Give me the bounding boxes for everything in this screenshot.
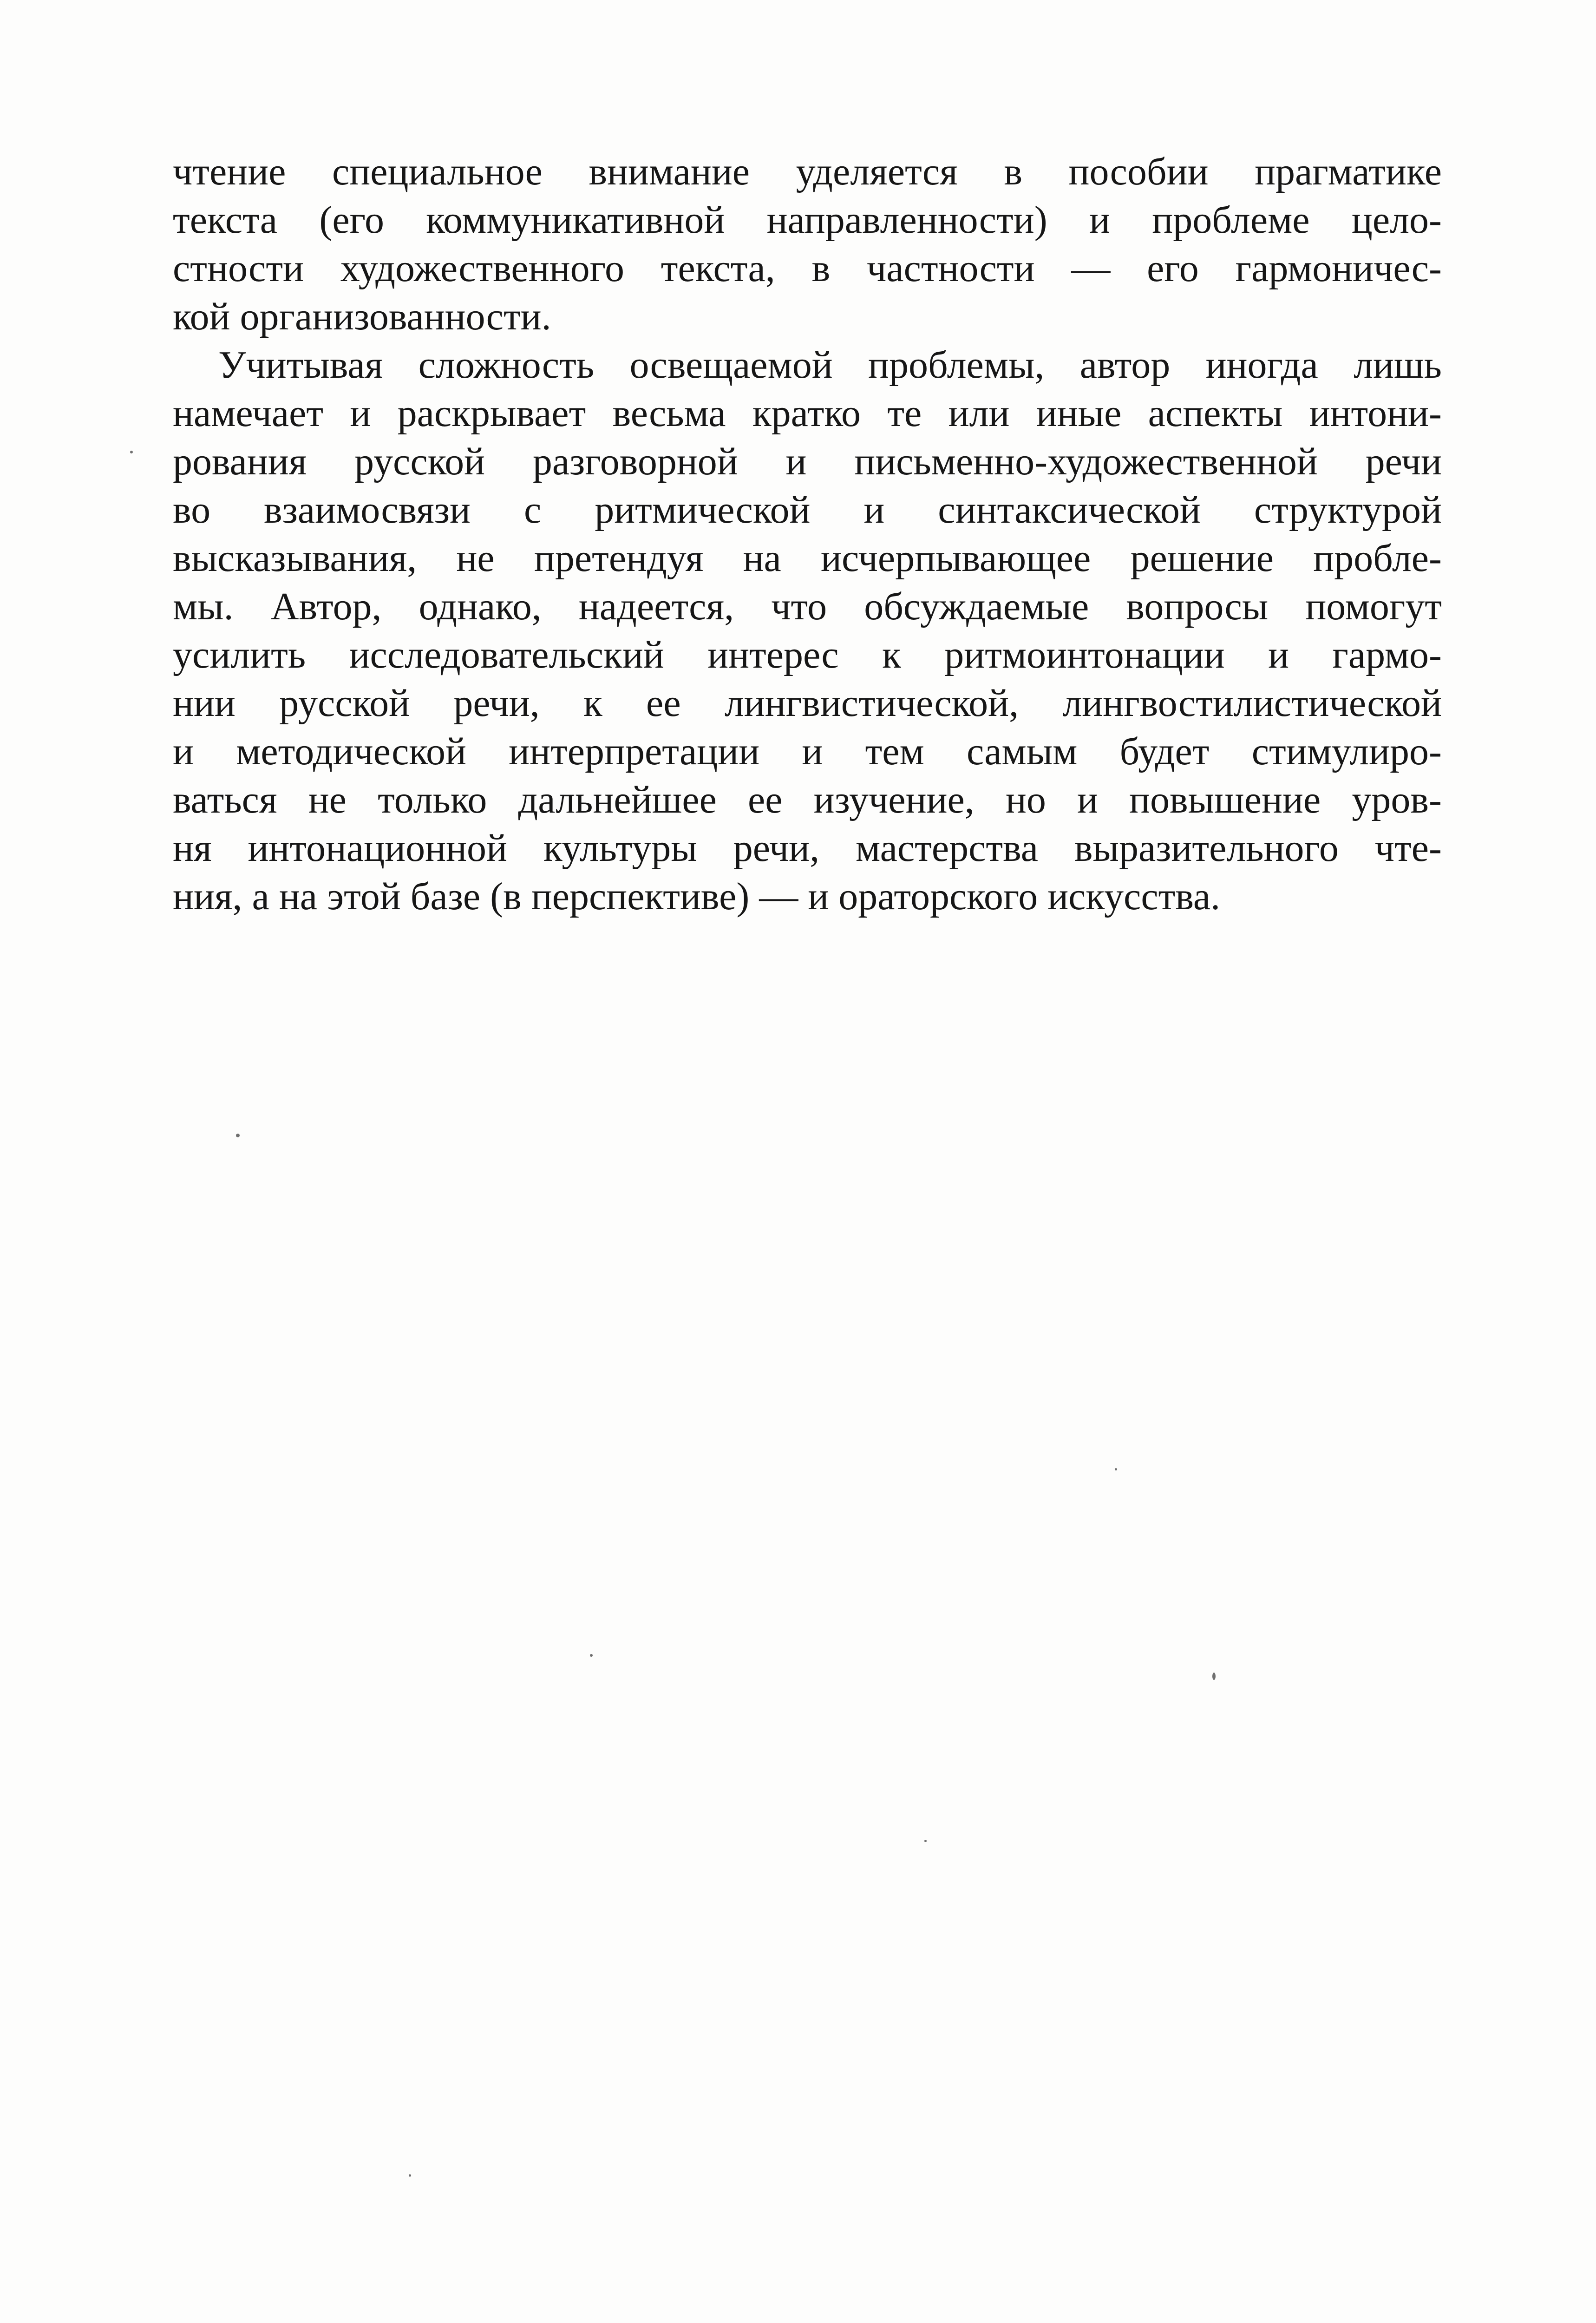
text-line: усилить исследовательский интерес к ритмоинтонации и гармо- xyxy=(173,633,1442,676)
scan-speck xyxy=(130,451,133,453)
paragraph-first-line: Учитывая сложность освещаемой проблемы, автор иногда лишь xyxy=(218,343,1442,387)
text-line: ния, а на этой базе (в перспективе) — и ораторского искусства. xyxy=(173,875,1221,918)
text-line: и методической интерпретации и тем самым будет стимулиро- xyxy=(173,730,1442,773)
scan-speck xyxy=(924,1840,927,1842)
scan-speck xyxy=(1212,1673,1216,1680)
text-line: во взаимосвязи с ритмической и синтаксической структурой xyxy=(173,488,1442,532)
text-line: текста (его коммуникативной направленности) и проблеме цело- xyxy=(173,198,1442,242)
text-line: намечает и раскрывает весьма кратко те или иные аспекты интони- xyxy=(173,392,1442,435)
text-line: стности художественного текста, в частности — его гармоничес- xyxy=(173,247,1442,290)
text-line: ня интонационной культуры речи, мастерства выразительного чте- xyxy=(173,827,1442,870)
scan-speck xyxy=(236,1134,240,1137)
text-line: кой организованности. xyxy=(173,295,551,338)
scan-speck xyxy=(409,2174,411,2177)
text-line: ваться не только дальнейшее ее изучение, но и повышение уров- xyxy=(173,778,1442,821)
text-line: высказывания, не претендуя на исчерпывающее решение пробле- xyxy=(173,537,1442,580)
text-line: нии русской речи, к ее лингвистической, лингвостилистической xyxy=(173,682,1442,725)
scan-speck xyxy=(1115,1468,1117,1470)
body-text xyxy=(173,148,1442,921)
text-line: чтение специальное внимание уделяется в пособии прагматике xyxy=(173,150,1442,193)
scan-speck xyxy=(590,1654,593,1657)
text-line: рования русской разговорной и письменно-художественной речи xyxy=(173,440,1442,483)
text-line: мы. Автор, однако, надеется, что обсуждаемые вопросы помогут xyxy=(173,585,1442,628)
